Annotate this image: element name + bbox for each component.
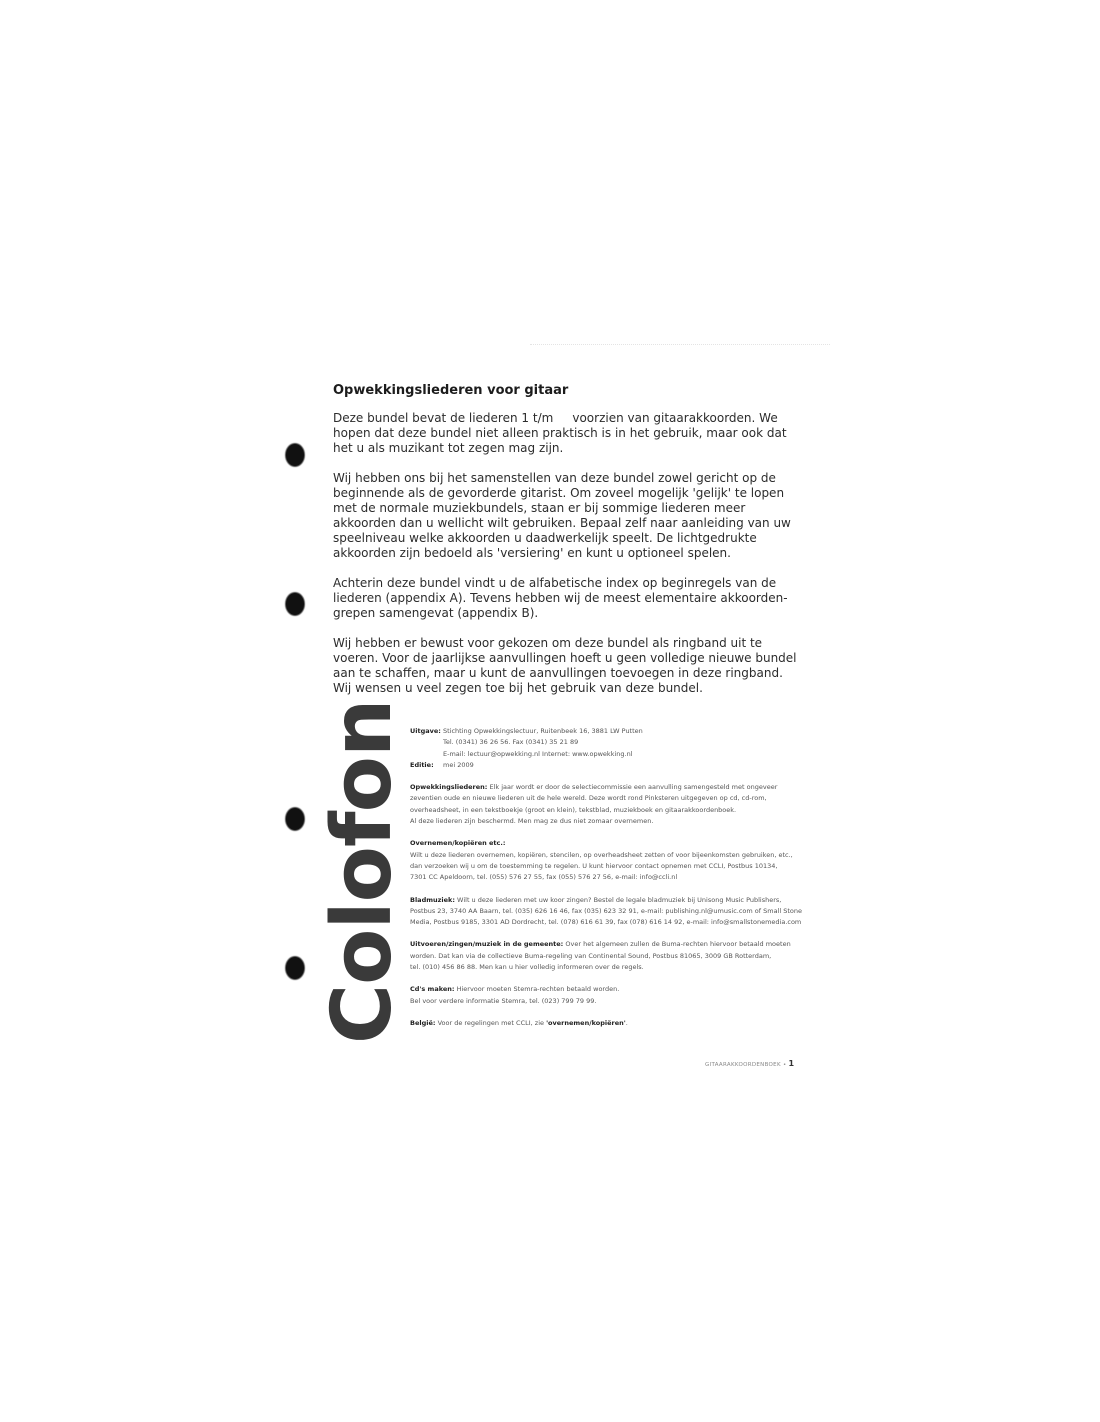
colofon-section-first-line [410,984,790,995]
colofon-section-line: 7301 CC Apeldoorn, tel. (055) 576 27 55, fax (055) 576 27 56, e-mail: info@ccli.nl [410,873,678,882]
punch-hole [286,444,304,466]
colofon-belgie [410,1018,790,1029]
belgie-label: België: [410,1018,436,1027]
page-footer [705,1059,794,1068]
colofon-section-line: tel. (010) 456 86 88. Men kan u hier volledig informeren over de regels. [410,963,644,972]
colofon-publisher [410,726,790,771]
colofon-section-line: Bel voor verdere informatie Stemra, tel. (023) 799 79 99. [410,996,597,1005]
colofon-section-line: Wilt u deze liederen met uw koor zingen? Bestel de legale bladmuziek bij Unisong Music Publishers, [457,895,782,904]
intro-text [333,411,803,711]
colofon-section-line: Wilt u deze liederen overnemen, kopiëren, stencilen, op overheadsheet zetten of voor bijeenkomsten gebruiken, etc., [410,850,793,859]
colofon-section-first-line [410,895,790,906]
colofon-section-label: Overnemen/kopiëren etc.: [410,839,506,848]
intro-paragraph: Wij hebben er bewust voor gekozen om deze bundel als ringband uit te voeren. Voor de jaarlijkse aanvullingen hoeft u geen volledige nieuwe bundel aan te schaffen, maar u kunt de aanvullingen toevoegen in deze ringband. Wij wensen u veel zegen toe bij het gebruik van deze bundel. [333,636,797,695]
colofon-section-label: Bladmuziek: [410,895,455,904]
editie-value: mei 2009 [443,760,474,769]
colofon-section-line: worden. Dat kan via de collectieve Buma-regeling van Continental Sound, Postbus 81065, 3009 GB Rotterdam, [410,951,772,960]
punch-hole [286,593,304,615]
colofon-section-line: overheadsheet, in een tekstboekje (groot en klein), tekstblad, muziekboek en gitaarakkoordenboek. [410,805,737,814]
page-number: 1 [788,1059,795,1068]
intro-paragraph: Wij hebben ons bij het samenstellen van deze bundel zowel gericht op de beginnende als de gevorderde gitarist. Om zoveel mogelijk 'gelijk' te lopen met de normale muziekbundels, staan er bij sommige liederen meer akkoorden dan u wellicht wilt gebruiken. Bepaal zelf naar aanleiding van uw speelniveau welke akkoorden u daadwerkelijk speelt. De lichtgedrukte akkoorden zijn bedoeld als 'versiering' en kunt u optioneel spelen. [333,471,791,560]
uitgave-line: Tel. (0341) 36 26 56. Fax (0341) 35 21 89 [443,738,579,747]
colofon-title: Colofon [315,699,410,1044]
colofon-section-label: Uitvoeren/zingen/muziek in de gemeente: [410,940,564,949]
uitgave-line: E-mail: lectuur@opwekking.nl Internet: www.opwekking.nl [443,749,633,758]
colofon-body [410,726,803,1040]
colofon-section-line: Postbus 23, 3740 AA Baarn, tel. (035) 626 16 46, fax (035) 623 32 91, e-mail: publishing.nl@umusic.com of Small Stone [410,906,803,915]
colofon-section [410,895,803,929]
belgie-end: . [625,1018,628,1027]
colofon-section [410,838,793,883]
top-dotted-rule [530,344,830,345]
colofon-section-line: Elk jaar wordt er door de selectiecommissie een aanvulling samengesteld met ongeveer [489,783,778,792]
colofon-section [410,984,790,1007]
colofon-section-line: dan verzoeken wij u om de toestemming te regelen. U kunt hiervoor contact opnemen met CCLI, Postbus 10134, [410,861,778,870]
page-heading: Opwekkingsliederen voor gitaar [333,383,569,398]
uitgave-lines [443,726,790,760]
colofon-section-label: Cd's maken: [410,985,455,994]
uitgave-label: Uitgave: [410,727,441,735]
belgie-reference: 'overnemen/kopiëren' [546,1018,626,1027]
colofon-section-line: Media, Postbus 9185, 3301 AD Dordrecht, tel. (078) 616 61 39, fax (078) 616 14 92, e-mail: info@smallstonemedia.com [410,918,802,927]
intro-paragraph: Achterin deze bundel vindt u de alfabetische index op beginregels van de liederen (appendix A). Tevens hebben wij de meest elementaire akkoorden-grepen samengevat (appendix B). [333,576,788,620]
colofon-section-first-line [410,838,790,849]
belgie-text: Voor de regelingen met CCLI, zie [437,1018,547,1027]
colofon-section [410,939,790,973]
uitgave-line: Stichting Opwekkingslectuur, Ruitenbeek 16, 3881 LW Putten [443,727,643,735]
editie-label: Editie: [410,760,434,769]
punch-hole [286,808,304,830]
belgie-line [410,1018,790,1029]
footer-separator: • [782,1062,787,1068]
punch-hole [286,957,304,979]
colofon-section-first-line [410,782,790,793]
footer-book-title: GITAARAKKOORDENBOEK [705,1062,781,1068]
colofon-section-line: zeventien oude en nieuwe liederen uit de hele wereld. Deze wordt rond Pinksteren uitgegeven op cd, cd-rom, [410,794,767,803]
intro-paragraph: Deze bundel bevat de liederen 1 t/m voorzien van gitaarakkoorden. We hopen dat deze bundel niet alleen praktisch is in het gebruik, maar ook dat het u als muzikant tot zegen mag zijn. [333,411,787,455]
colofon-section-first-line [410,939,790,950]
colofon-section-line: Al deze liederen zijn beschermd. Men mag ze dus niet zomaar overnemen. [410,817,654,826]
colofon-section [410,782,790,827]
colofon-section-line: Hiervoor moeten Stemra-rechten betaald worden. [456,985,620,994]
colofon-section-label: Opwekkingsliederen: [410,783,488,792]
colofon-section-line: Over het algemeen zullen de Buma-rechten hiervoor betaald moeten [565,940,791,949]
